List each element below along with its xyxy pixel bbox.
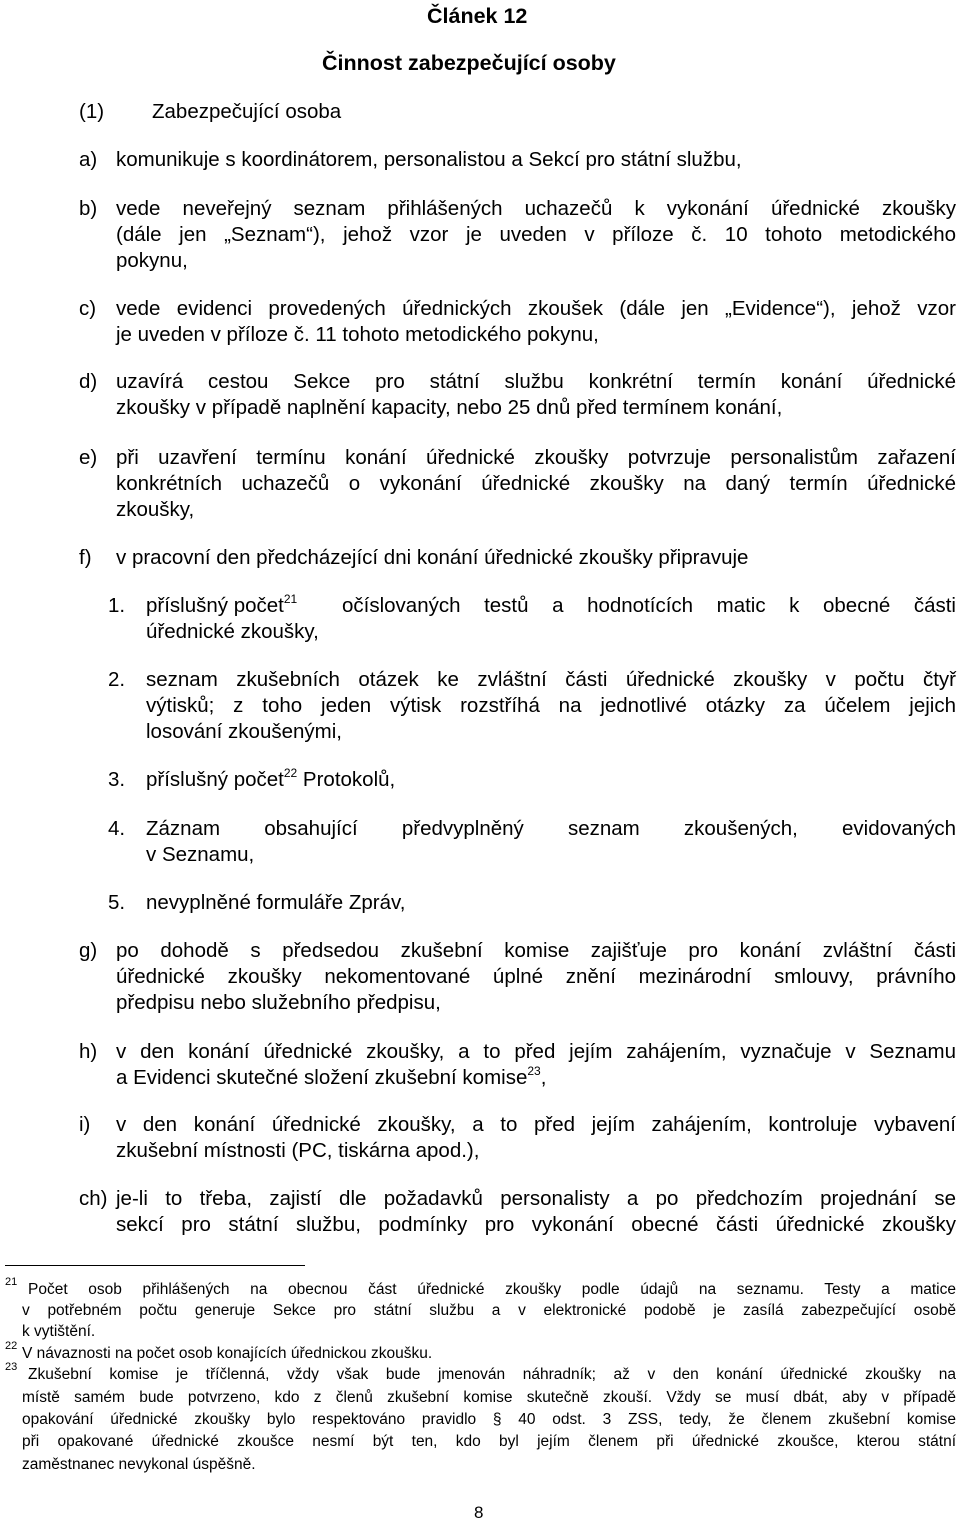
item-b-line-3: pokynu, [116, 249, 188, 272]
item-b-line-2: (dále jen „Seznam“), jehož vzor je uveden v příloze č. 10 tohoto metodického [116, 223, 956, 246]
subitem-3-number: 3. [108, 768, 126, 791]
footnote-ref-22[interactable]: 22 [283, 766, 298, 780]
item-b-label: b) [79, 197, 98, 220]
subitem-2-line-3: losování zkoušenými, [146, 720, 342, 743]
item-g-line-2: úřednické zkoušky nekomentované úplné znění mezinárodní smlouvy, právního [116, 965, 956, 988]
item-h-line-1: v den konání úřednické zkoušky, a to před jejím zahájením, vyznačuje v Seznamu [116, 1040, 956, 1063]
footnote-21-line-1: Počet osob přihlášených na obecnou část úřednické zkoušky podle údajů na seznamu. Testy a matice [28, 1281, 956, 1298]
article-title: Článek 12 [427, 4, 528, 28]
item-g-line-1: po dohodě s předsedou zkušební komise zajišťuje pro konání zvláštní části [116, 939, 956, 962]
item-c-line-2: je uveden v příloze č. 11 tohoto metodického pokynu, [116, 323, 599, 346]
item-g-label: g) [79, 939, 98, 962]
subitem-3-text-b: Protokolů, [297, 768, 396, 791]
subitem-4-line-1: Záznam obsahující předvyplněný seznam zkoušených, evidovaných [146, 817, 956, 840]
item-i-label: i) [79, 1113, 91, 1136]
item-h-label: h) [79, 1040, 98, 1063]
item-e-line-2: konkrétních uchazečů o vykonání úřednické zkoušky na daný termín úřednické [116, 472, 956, 495]
item-d-label: d) [79, 370, 98, 393]
item-a-label: a) [79, 148, 98, 171]
footnote-22-line-1: V návaznosti na počet osob konajících úřednickou zkoušku. [22, 1345, 433, 1362]
subitem-4-number: 4. [108, 817, 126, 840]
item-i-line-2: zkušební místnosti (PC, tiskárna apod.), [116, 1139, 480, 1162]
subitem-2-number: 2. [108, 668, 126, 691]
footnote-23-line-5: zaměstnanec nevykonal úspěšně. [22, 1456, 256, 1473]
subitem-4-line-2: v Seznamu, [146, 843, 255, 866]
item-ch-line-2: sekcí pro státní službu, podmínky pro vykonání obecné části úřednické zkoušky [116, 1213, 956, 1236]
article-subtitle: Činnost zabezpečující osoby [322, 51, 616, 75]
item-d-line-1: uzavírá cestou Sekce pro státní službu konkrétní termín konání úřednické [116, 370, 956, 393]
subitem-1-text-a: příslušný počet [146, 594, 284, 617]
footnote-23-line-2: místě samém bude potvrzeno, kdo z členů zkušební komise skutečně zkouší. Vždy se musí dbát, aby v případě [22, 1389, 956, 1406]
item-b-line-1: vede neveřejný seznam přihlášených uchazečů k vykonání úřednické zkoušky [116, 197, 956, 220]
item-h-text-b: , [540, 1066, 547, 1089]
subitem-2-line-1: seznam zkušebních otázek ke zvláštní části úřednické zkoušky v počtu čtyř [146, 668, 956, 691]
item-c-label: c) [79, 297, 97, 320]
item-d-line-2: zkoušky v případě naplnění kapacity, nebo 25 dnů před termínem konání, [116, 396, 783, 419]
item-g-line-3: předpisu nebo služebního předpisu, [116, 991, 441, 1014]
item-c-line-1: vede evidenci provedených úřednických zkoušek (dále jen „Evidence“), jehož vzor [116, 297, 956, 320]
item-a-line-1: komunikuje s koordinátorem, personalistou a Sekcí pro státní službu, [116, 148, 742, 171]
footnote-ref-23[interactable]: 23 [527, 1064, 541, 1078]
item-e-line-1: při uzavření termínu konání úřednické zkoušky potvrzuje personalistům zařazení [116, 446, 956, 469]
footnote-22-number: 22 [5, 1340, 18, 1352]
footnote-separator [5, 1265, 305, 1266]
item-f-line-1: v pracovní den předcházející dni konání úřednické zkoušky připravuje [116, 546, 749, 569]
page-number: 8 [474, 1503, 484, 1522]
item-e-line-3: zkoušky, [116, 498, 195, 521]
footnote-23-line-1: Zkušební komise je tříčlenná, vždy však bude jmenován náhradník; až v den konání úřednické zkoušky na [28, 1366, 956, 1383]
footnote-21-number: 21 [5, 1276, 18, 1288]
item-ch-line-1: je-li to třeba, zajistí dle požadavků personalisty a po předchozím projednání se [116, 1187, 956, 1210]
footnote-ref-21[interactable]: 21 [283, 592, 298, 606]
footnote-21-line-2: v potřebném počtu generuje Sekce pro státní službu a v elektronické podobě je zasílá zabezpečující osobě [22, 1302, 956, 1319]
item-ch-label: ch) [79, 1187, 108, 1210]
subitem-1-number: 1. [108, 594, 126, 617]
subitem-3-line-1 [146, 768, 395, 792]
item-i-line-1: v den konání úřednické zkoušky, a to před jejím zahájením, kontroluje vybavení [116, 1113, 956, 1136]
footnote-23-line-3: opakování úřednické zkoušky bylo respektováno pravidlo § 40 odst. 3 ZSS, tedy, že členem zkušební komise [22, 1411, 956, 1428]
subitem-3-text-a: příslušný počet [146, 768, 284, 791]
subitem-2-line-2: výtisků; z toho jeden výtisk rozstříhá na jednotlivé otázky za účelem jejich [146, 694, 956, 717]
item-h-text-a: a Evidenci skutečné složení zkušební komise [116, 1066, 528, 1089]
item-e-label: e) [79, 446, 98, 469]
paragraph-number: (1) [79, 100, 105, 123]
subitem-1-line-2: úřednické zkoušky, [146, 620, 319, 643]
footnote-23-line-4: při opakované úřednické zkoušce nesmí být ten, kdo byl jejím členem při úřednické zkoušce, kterou státní [22, 1433, 956, 1450]
footnote-21-line-3: k vytištění. [22, 1323, 96, 1340]
subitem-5-number: 5. [108, 891, 126, 914]
subitem-5-line-1: nevyplněné formuláře Zpráv, [146, 891, 406, 914]
item-h-line-2 [116, 1066, 546, 1090]
paragraph-text: Zabezpečující osoba [152, 100, 342, 123]
subitem-1-line-1a [146, 594, 297, 618]
footnote-23-number: 23 [5, 1361, 18, 1373]
item-f-label: f) [79, 546, 92, 569]
subitem-1-line-1b: očíslovaných testů a hodnotících matic k obecné části [342, 594, 956, 617]
